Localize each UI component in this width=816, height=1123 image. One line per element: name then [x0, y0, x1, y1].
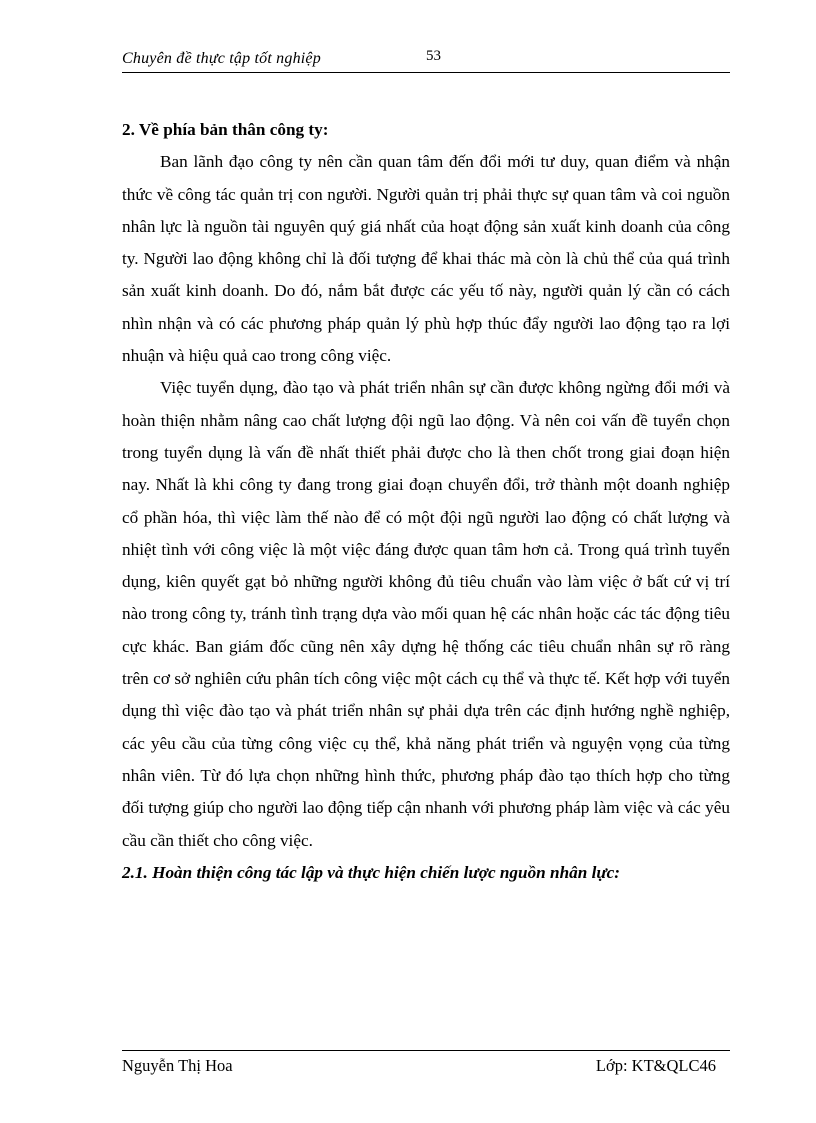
paragraph-2: Việc tuyển dụng, đào tạo và phát triển nhân sự cần được không ngừng đổi mới và hoàn thiện nhằm nâng cao chất lượng đội ngũ lao động. Và nên coi vấn đề tuyển chọn trong tuyển dụng là vấn đề nhất thiết phải được cho là then chốt trong giai đoạn hiện nay. Nhất là khi công ty đang trong giai đoạn chuyển đổi, trở thành một doanh nghiệp cổ phần hóa, thì việc làm thế nào để có một đội ngũ người lao động có chất lượng và nhiệt tình với công việc là một việc đáng được quan tâm hơn cả. Trong quá trình tuyển dụng, kiên quyết gạt bỏ những người không đủ tiêu chuẩn vào làm việc ở bất cứ vị trí nào trong công ty, tránh tình trạng dựa vào mối quan hệ các nhân hoặc các tác động tiêu cực khác. Ban giám đốc cũng nên xây dựng hệ thống các tiêu chuẩn nhân sự rõ ràng trên cơ sở nghiên cứu phân tích công việc một cách cụ thể và thực tế. Kết hợp với tuyển dụng thì việc đào tạo và phát triển nhân sự phải dựa trên các định hướng nghề nghiệp, các yêu cầu của từng công việc cụ thể, khả năng phát triển và nguyện vọng của từng nhân viên. Từ đó lựa chọn những hình thức, phương pháp đào tạo thích hợp cho từng đối tượng giúp cho người lao động tiếp cận nhanh với phương pháp làm việc và các yêu cầu cần thiết cho công việc.: [122, 378, 730, 850]
section-heading: 2. Về phía bản thân công ty:: [122, 120, 329, 139]
header-title: Chuyên đề thực tập tốt nghiệp: [122, 50, 321, 67]
page-header: [122, 46, 730, 73]
document-body: [122, 114, 730, 889]
subsection-heading: 2.1. Hoàn thiện công tác lập và thực hiện chiến lược nguồn nhân lực:: [122, 862, 621, 882]
footer-class: Lớp: KT&QLC46: [595, 1056, 716, 1075]
page-number: 53: [426, 48, 441, 64]
page-footer: [122, 1050, 730, 1081]
paragraph-1: Ban lãnh đạo công ty nên cần quan tâm đến đổi mới tư duy, quan điểm và nhận thức về công tác quản trị con người. Người quản trị phải thực sự quan tâm và coi nguồn nhân lực là nguồn tài nguyên quý giá nhất của hoạt động sản xuất kinh doanh của công ty. Người lao động không chỉ là đối tượng để khai thác mà còn là chủ thể của quá trình sản xuất kinh doanh. Do đó, nắm bắt được các yếu tố này, người quản lý cần có cách nhìn nhận và có các phương pháp quản lý phù hợp thúc đẩy người lao động tạo ra lợi nhuận và hiệu quả cao trong công việc.: [122, 152, 730, 366]
footer-author: Nguyễn Thị Hoa: [122, 1056, 233, 1075]
